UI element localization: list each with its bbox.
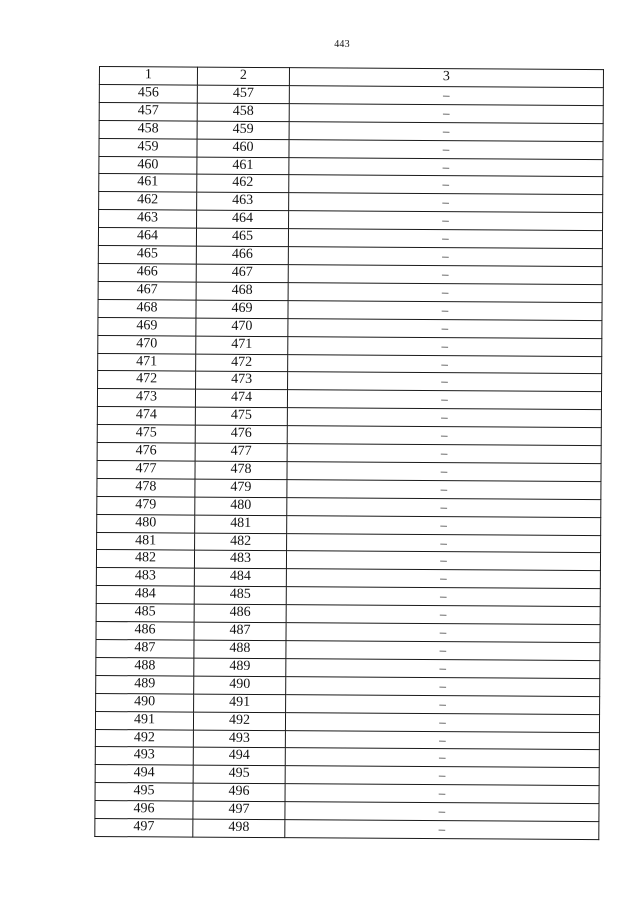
table-cell-col2: 495 xyxy=(193,765,285,783)
table-cell-col1: 458 xyxy=(99,120,197,139)
table-cell-col3: – xyxy=(287,390,601,410)
table-cell-col2: 463 xyxy=(197,192,289,210)
table-cell-col1: 495 xyxy=(95,783,193,802)
table-cell-col1: 488 xyxy=(96,657,194,676)
table-cell-col3: – xyxy=(289,175,603,195)
table-cell-col2: 498 xyxy=(193,819,285,837)
table-cell-col1: 473 xyxy=(97,389,195,408)
table-cell-col2: 459 xyxy=(197,121,289,139)
table-cell-col3: – xyxy=(289,157,603,177)
table-cell-col3: – xyxy=(289,103,603,123)
table-cell-col1: 479 xyxy=(97,496,195,515)
table-cell-col2: 489 xyxy=(194,658,286,676)
table-cell-col2: 476 xyxy=(195,425,287,443)
table-cell-col2: 478 xyxy=(195,461,287,479)
table-cell-col2: 471 xyxy=(196,336,288,354)
table-cell-col2: 485 xyxy=(194,586,286,604)
table-cell-col1: 464 xyxy=(98,228,196,247)
table-cell-col2: 462 xyxy=(197,175,289,193)
table-cell-col1: 468 xyxy=(98,299,196,318)
table-cell-col3: – xyxy=(288,372,602,392)
table-cell-col3: – xyxy=(287,533,601,553)
data-table xyxy=(94,66,604,840)
table-cell-col1: 492 xyxy=(95,729,193,748)
table-cell-col2: 492 xyxy=(193,712,285,730)
table-cell-col3: – xyxy=(286,605,600,625)
table-cell-col2: 487 xyxy=(194,622,286,640)
page-number: 443 xyxy=(334,39,350,50)
table-cell-col3: – xyxy=(286,587,600,607)
table-cell-col3: – xyxy=(288,336,602,356)
table-cell-col1: 457 xyxy=(99,102,197,121)
table-cell-col2: 468 xyxy=(196,282,288,300)
table-cell-col3: – xyxy=(285,784,599,804)
table-cell-col3: – xyxy=(286,623,600,643)
table-cell-col1: 483 xyxy=(96,568,194,587)
table-cell-col2: 486 xyxy=(194,604,286,622)
table-cell-col3: – xyxy=(285,712,599,732)
table-cell-col3: – xyxy=(287,515,601,535)
table-cell-col1: 490 xyxy=(96,693,194,712)
table-cell-col1: 497 xyxy=(95,819,193,838)
header-cell-col2: 2 xyxy=(197,67,289,85)
table-cell-col3: – xyxy=(286,569,600,589)
table-cell-col2: 480 xyxy=(195,497,287,515)
table-cell-col1: 460 xyxy=(99,156,197,175)
table-cell-col2: 458 xyxy=(197,103,289,121)
table-cell-col2: 466 xyxy=(196,246,288,264)
table-cell-col1: 469 xyxy=(98,317,196,336)
table-cell-col1: 496 xyxy=(95,801,193,820)
table-cell-col2: 491 xyxy=(194,694,286,712)
table-cell-col1: 472 xyxy=(98,371,196,390)
table-cell-col2: 475 xyxy=(195,407,287,425)
table-cell-col1: 471 xyxy=(98,353,196,372)
table-cell-col2: 472 xyxy=(196,354,288,372)
table-cell-col1: 478 xyxy=(97,478,195,497)
table-cell-col1: 474 xyxy=(97,407,195,426)
table-cell-col3: – xyxy=(285,820,599,840)
table-cell-col3: – xyxy=(285,748,599,768)
table-cell-col2: 497 xyxy=(193,801,285,819)
table-cell-col1: 463 xyxy=(99,210,197,229)
table-cell-col3: – xyxy=(285,730,599,750)
table-cell-col2: 483 xyxy=(194,551,286,569)
table-cell-col1: 466 xyxy=(98,263,196,282)
table-cell-col1: 476 xyxy=(97,443,195,462)
table-cell-col3: – xyxy=(287,408,601,428)
table-cell-col3: – xyxy=(285,802,599,822)
table-cell-col2: 460 xyxy=(197,139,289,157)
table-cell-col3: – xyxy=(286,641,600,661)
table-cell-col1: 482 xyxy=(96,550,194,569)
table-cell-col1: 462 xyxy=(99,192,197,211)
table-cell-col3: – xyxy=(286,551,600,571)
table-cell-col3: – xyxy=(289,86,603,106)
table-cell-col2: 484 xyxy=(194,568,286,586)
table-cell-col3: – xyxy=(287,462,601,482)
table-cell-col2: 457 xyxy=(197,85,289,103)
table-cell-col2: 494 xyxy=(193,748,285,766)
table-cell-col2: 493 xyxy=(193,730,285,748)
table-row xyxy=(95,819,599,840)
header-cell-col1: 1 xyxy=(99,67,197,86)
table-cell-col1: 489 xyxy=(96,675,194,694)
header-cell-col3: 3 xyxy=(289,68,603,88)
table-cell-col1: 494 xyxy=(95,765,193,784)
table-cell-col1: 484 xyxy=(96,586,194,605)
table-cell-col1: 491 xyxy=(95,711,193,730)
table-body xyxy=(95,84,604,839)
table-cell-col1: 486 xyxy=(96,622,194,641)
table-cell-col1: 493 xyxy=(95,747,193,766)
table-cell-col3: – xyxy=(286,694,600,714)
table-cell-col1: 470 xyxy=(98,335,196,354)
table-cell-col3: – xyxy=(288,247,602,267)
table-cell-col1: 459 xyxy=(99,138,197,157)
table-cell-col3: – xyxy=(287,444,601,464)
table-cell-col3: – xyxy=(288,229,602,249)
table-cell-col2: 488 xyxy=(194,640,286,658)
table-cell-col3: – xyxy=(289,193,603,213)
table-cell-col3: – xyxy=(288,354,602,374)
table-cell-col2: 467 xyxy=(196,264,288,282)
table-cell-col2: 496 xyxy=(193,783,285,801)
table-cell-col2: 479 xyxy=(195,479,287,497)
table-cell-col2: 481 xyxy=(195,515,287,533)
table-cell-col1: 461 xyxy=(99,174,197,193)
table-cell-col3: – xyxy=(286,659,600,679)
table-cell-col2: 465 xyxy=(196,228,288,246)
table-cell-col3: – xyxy=(289,121,603,141)
table-cell-col3: – xyxy=(285,766,599,786)
table-cell-col2: 461 xyxy=(197,157,289,175)
table-cell-col3: – xyxy=(286,676,600,696)
table-cell-col1: 485 xyxy=(96,604,194,623)
table-cell-col1: 465 xyxy=(98,246,196,265)
table-cell-col3: – xyxy=(288,300,602,320)
table-cell-col2: 469 xyxy=(196,300,288,318)
table-cell-col1: 481 xyxy=(97,532,195,551)
table-cell-col1: 475 xyxy=(97,425,195,444)
table-cell-col2: 473 xyxy=(196,372,288,390)
table-cell-col3: – xyxy=(288,265,602,285)
table-cell-col1: 480 xyxy=(97,514,195,533)
table-cell-col3: – xyxy=(287,426,601,446)
table-cell-col3: – xyxy=(288,283,602,303)
table-cell-col2: 474 xyxy=(195,389,287,407)
table-cell-col1: 477 xyxy=(97,460,195,479)
table-cell-col1: 487 xyxy=(96,639,194,658)
table-cell-col3: – xyxy=(289,139,603,159)
table-cell-col3: – xyxy=(287,497,601,517)
table-cell-col2: 477 xyxy=(195,443,287,461)
table-cell-col3: – xyxy=(287,479,601,499)
table-cell-col3: – xyxy=(288,318,602,338)
table-cell-col2: 470 xyxy=(196,318,288,336)
table-cell-col1: 456 xyxy=(99,84,197,103)
table-cell-col1: 467 xyxy=(98,281,196,300)
table-cell-col2: 490 xyxy=(194,676,286,694)
table-cell-col2: 464 xyxy=(197,210,289,228)
table-cell-col2: 482 xyxy=(195,533,287,551)
table-cell-col3: – xyxy=(289,211,603,231)
